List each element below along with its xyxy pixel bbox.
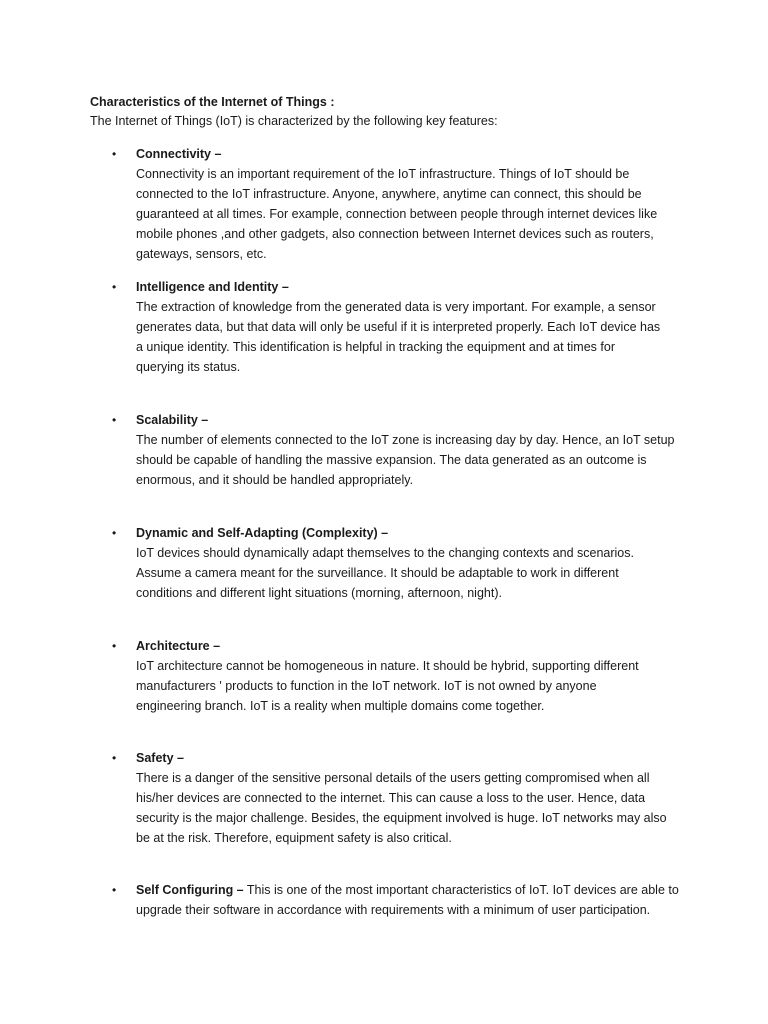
item-text-line: gateways, sensors, etc. — [136, 247, 267, 262]
list-item-scalability — [112, 410, 676, 490]
item-text-line: IoT architecture cannot be homogeneous in nature. It should be hybrid, supporting different — [136, 659, 639, 674]
item-text-line: should be capable of handling the massive expansion. The data generated as an outcome is — [136, 453, 647, 468]
bullet-icon: • — [112, 147, 117, 161]
item-text-line: enormous, and it should be handled appropriately. — [136, 473, 414, 488]
list-item-dynamic-self-adapting — [112, 523, 676, 603]
item-text-line: upgrade their software in accordance with requirements with a minimum of user participation. — [136, 903, 651, 918]
item-text-line: Connectivity is an important requirement of the IoT infrastructure. Things of IoT should be — [136, 167, 630, 182]
item-text-line: There is a danger of the sensitive personal details of the users getting compromised when all — [136, 771, 650, 786]
item-title: Dynamic and Self-Adapting (Complexity) – — [136, 526, 389, 540]
item-text-line: conditions and different light situations (morning, afternoon, night). — [136, 586, 502, 601]
item-text-line: security is the major challenge. Besides, the equipment involved is huge. IoT networks may also — [136, 811, 667, 826]
item-text-line: generates data, but that data will only be useful if it is interpreted properly. Each IoT device has — [136, 320, 661, 335]
item-text-inline: This is one of the most important characteristics of IoT. IoT devices are able to — [243, 883, 679, 897]
item-text-line: his/her devices are connected to the internet. This can cause a loss to the user. Hence, data — [136, 791, 646, 806]
item-text-line: The extraction of knowledge from the generated data is very important. For example, a sensor — [136, 300, 656, 315]
item-text-line: a unique identity. This identification is helpful in tracking the equipment and at times for — [136, 340, 615, 355]
list-item-architecture — [112, 636, 676, 716]
item-title: Connectivity – — [136, 147, 222, 161]
list-item-safety — [112, 748, 676, 848]
item-title: Self Configuring – — [136, 883, 244, 897]
item-title: Intelligence and Identity – — [136, 280, 289, 294]
list-item-connectivity — [112, 144, 676, 265]
item-text-line: IoT devices should dynamically adapt themselves to the changing contexts and scenarios. — [136, 546, 634, 561]
item-first-line — [136, 880, 679, 900]
item-text-line: The number of elements connected to the IoT zone is increasing day by day. Hence, an IoT setup — [136, 433, 675, 448]
item-text-line: mobile phones ,and other gadgets, also connection between Internet devices such as routers, — [136, 227, 654, 242]
item-text-line: connected to the IoT infrastructure. Anyone, anywhere, anytime can connect, this should be — [136, 187, 642, 202]
item-text-line: guaranteed at all times. For example, connection between people through internet devices like — [136, 207, 658, 222]
bullet-icon: • — [112, 751, 117, 765]
item-title: Safety – — [136, 751, 184, 765]
bullet-icon: • — [112, 526, 117, 540]
bullet-icon: • — [112, 280, 117, 294]
item-text-line: be at the risk. Therefore, equipment safety is also critical. — [136, 831, 452, 846]
bullet-icon: • — [112, 413, 117, 427]
intro-paragraph: The Internet of Things (IoT) is characterized by the following key features: — [90, 114, 498, 128]
item-text-line: querying its status. — [136, 360, 241, 375]
bullet-icon: • — [112, 883, 117, 897]
item-title: Scalability – — [136, 413, 209, 427]
page-heading: Characteristics of the Internet of Things : — [90, 95, 335, 109]
item-text-line: engineering branch. IoT is a reality when multiple domains come together. — [136, 699, 545, 714]
item-text-line: Assume a camera meant for the surveillance. It should be adaptable to work in different — [136, 566, 619, 581]
list-item-intelligence-identity — [112, 277, 676, 377]
item-title: Architecture – — [136, 639, 221, 653]
bullet-icon: • — [112, 639, 117, 653]
list-item-self-configuring — [112, 880, 679, 920]
item-text-line: manufacturers ' products to function in the IoT network. IoT is not owned by anyone — [136, 679, 597, 694]
